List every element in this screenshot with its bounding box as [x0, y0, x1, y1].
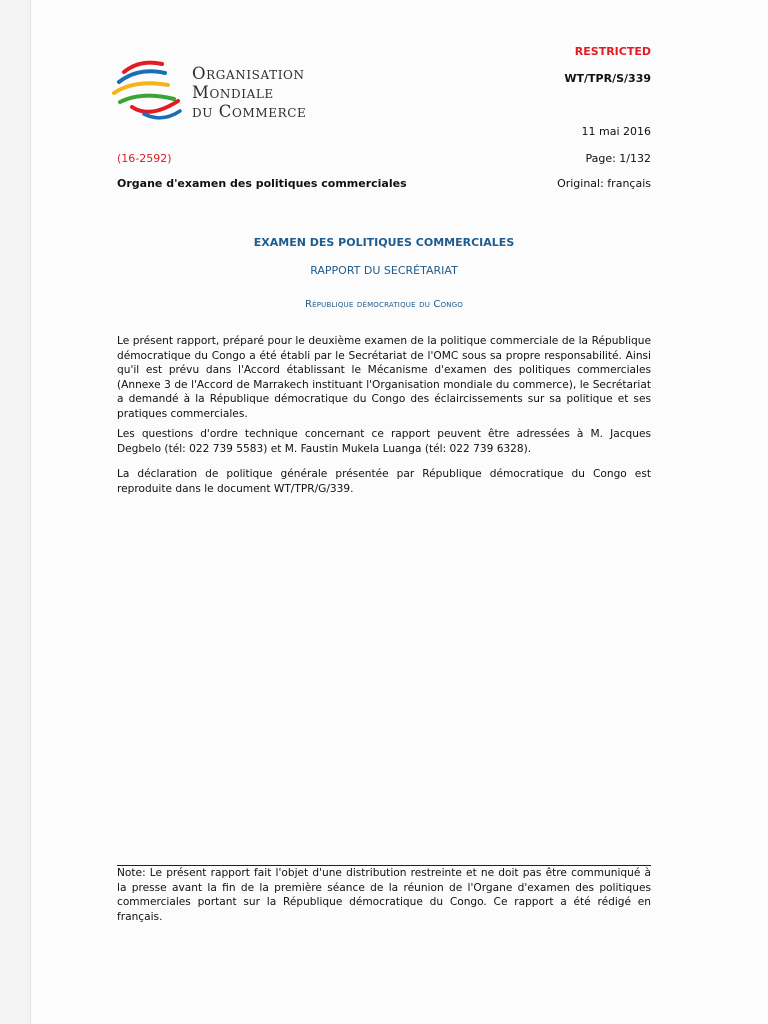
original-language: Original: français — [557, 177, 651, 190]
sub-title: RAPPORT DU SECRÉTARIAT — [310, 264, 458, 277]
country-title: République démocratique du Congo — [304, 299, 464, 310]
page-number: Page: 1/132 — [585, 152, 651, 165]
document-number: (16-2592) — [117, 152, 172, 165]
main-title: EXAMEN DES POLITIQUES COMMERCIALES — [253, 236, 515, 249]
intro-paragraph: Le présent rapport, préparé pour le deuxième examen de la politique commerciale de la République démocratique du Congo a été établi par le Secrétariat de l'OMC sous sa propre responsabilité. Ainsi qu'il est prévu dans l'Accord établissant le Mécanisme d'examen des politiques commerciales (Annexe 3 de l'Accord de Marrakech instituant l'Organisation mondiale du commerce), le Secrétariat a demandé à la République démocratique du Congo des éclaircissements sur sa politique et ses pratiques commerciales. — [117, 335, 651, 420]
statement-paragraph: La déclaration de politique générale présentée par République démocratique du Congo est reproduite dans le document WT/TPR/G/339. — [117, 468, 651, 495]
body-name: Organe d'examen des politiques commerciales — [117, 177, 407, 190]
document-symbol: WT/TPR/S/339 — [564, 72, 651, 85]
contact-paragraph: Les questions d'ordre technique concernant ce rapport peuvent être adressées à M. Jacques Degbelo (tél: 022 739 5583) et M. Faustin Mukela Luanga (tél: 022 739 6328). — [117, 428, 651, 455]
org-line-3: du Commerce — [192, 102, 307, 121]
distribution-note: Note: Le présent rapport fait l'objet d'une distribution restreinte et ne doit pas être communiqué à la presse avant la fin de la première séance de la réunion de l'Organe d'examen des politiques commerciales portant sur la République démocratique du Congo. Ce rapport a été rédigé en français. — [117, 867, 651, 923]
org-line-2: Mondiale — [192, 83, 274, 102]
organisation-name — [192, 64, 306, 121]
classification-label: RESTRICTED — [574, 45, 651, 58]
document-date: 11 mai 2016 — [581, 125, 651, 138]
org-line-1: Organisation — [192, 64, 305, 83]
